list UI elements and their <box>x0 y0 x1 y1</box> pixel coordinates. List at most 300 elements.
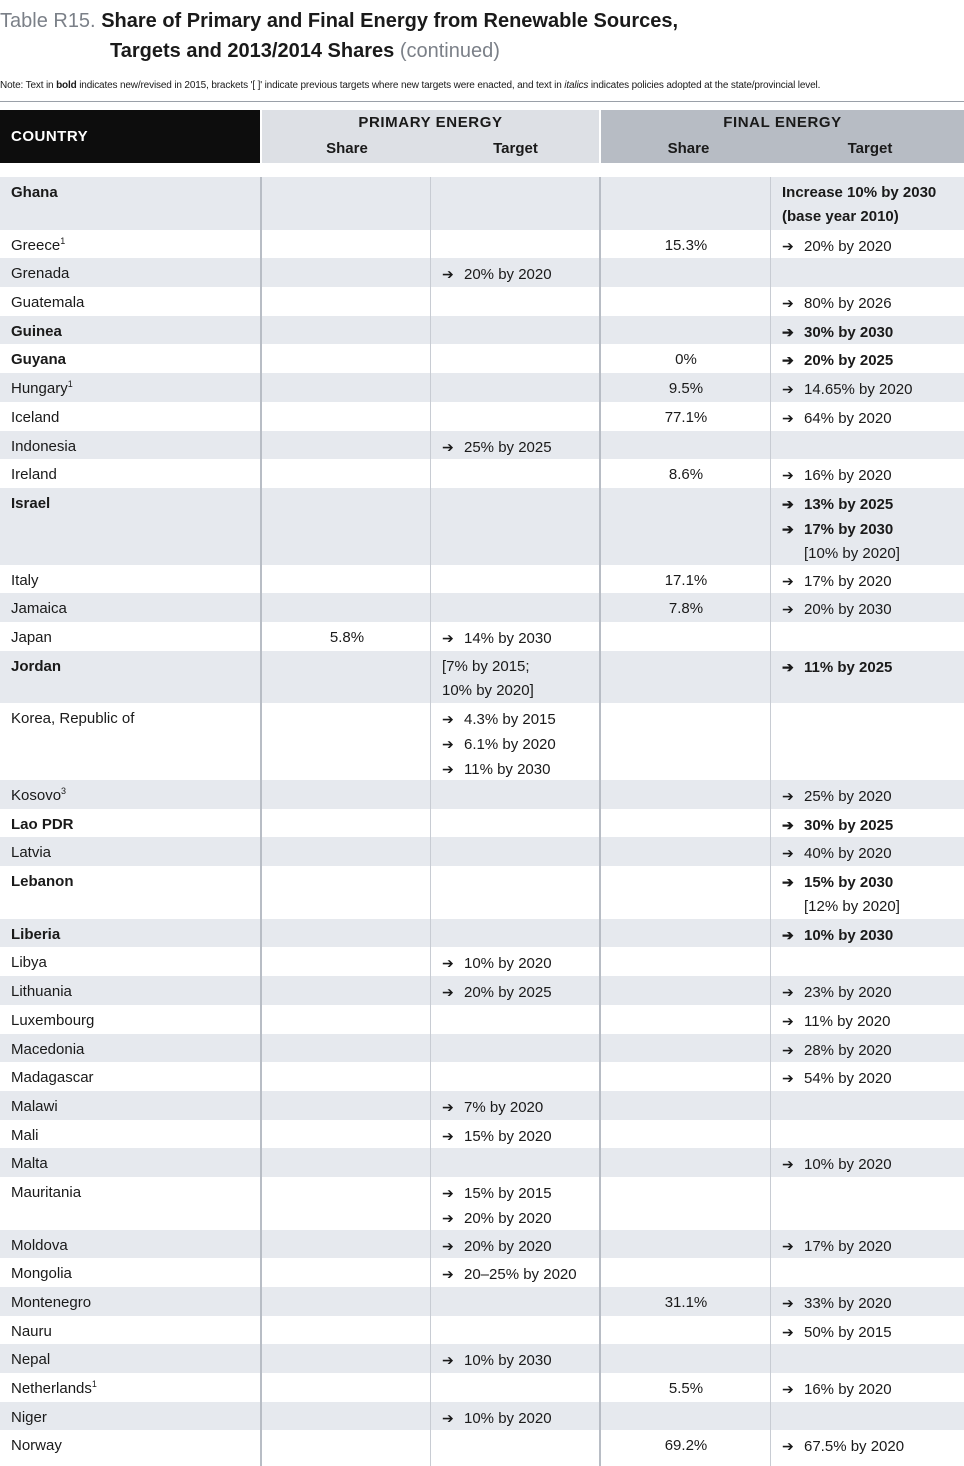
final-target-line-text: 54% by 2020 <box>804 1070 892 1088</box>
table-row <box>0 431 964 460</box>
primary-target-line <box>442 679 534 703</box>
primary-target-cell <box>442 262 552 287</box>
final-share-cell: 7.8% <box>668 600 704 618</box>
country-name: Niger <box>11 1408 47 1426</box>
arrow-icon: ➔ <box>782 788 794 804</box>
final-target-line-text: 28% by 2020 <box>804 1041 892 1059</box>
final-target-line <box>782 980 892 1005</box>
country-name: Israel <box>11 494 51 512</box>
arrow-icon: ➔ <box>782 1381 794 1398</box>
table-row <box>0 1062 964 1091</box>
country-cell <box>11 1348 50 1372</box>
primary-target-line-text: 20% by 2020 <box>464 1209 552 1227</box>
primary-target-line <box>442 1095 543 1120</box>
primary-target-line-text: 6.1% by 2020 <box>464 736 556 754</box>
note-part-3: indicates policies adopted at the state/provincial level. <box>588 80 821 91</box>
country-cell <box>11 1152 48 1176</box>
country-cell <box>11 492 50 516</box>
country-cell <box>11 1291 91 1315</box>
final-target-cell <box>782 784 892 809</box>
final-target-line <box>782 1377 892 1402</box>
country-cell <box>11 377 73 401</box>
primary-target-line-text: 15% by 2020 <box>464 1127 552 1145</box>
final-target-line <box>782 234 892 259</box>
final-share-cell: 77.1% <box>664 408 708 426</box>
final-target-line <box>782 1066 892 1091</box>
final-target-line <box>782 597 892 622</box>
country-cell <box>11 707 134 731</box>
primary-target-line-text: 15% by 2015 <box>464 1184 552 1202</box>
final-target-line <box>782 517 900 542</box>
arrow-icon: ➔ <box>442 761 454 778</box>
table-row <box>0 1148 964 1177</box>
final-target-line <box>782 320 893 345</box>
final-target-line <box>782 1152 892 1177</box>
country-cell <box>11 406 59 430</box>
country-cell <box>11 1038 84 1062</box>
arrow-icon: ➔ <box>442 955 454 972</box>
arrow-icon: ➔ <box>782 601 794 618</box>
arrow-icon: ➔ <box>782 572 794 589</box>
country-name: Indonesia <box>11 437 77 455</box>
country-name: Ghana <box>11 184 58 201</box>
table-note <box>0 78 964 94</box>
country-name: Mongolia <box>11 1265 72 1283</box>
primary-target-cell <box>442 707 556 782</box>
final-target-cell <box>782 181 936 229</box>
final-target-cell <box>782 1377 892 1402</box>
final-target-cell <box>782 492 900 566</box>
country-cell <box>11 1066 94 1090</box>
primary-target-line-text: 10% by 2020 <box>464 955 552 973</box>
country-name: Lao PDR <box>11 815 74 833</box>
final-share-cell: 8.6% <box>668 466 704 484</box>
primary-target-line <box>442 1348 552 1373</box>
final-target-line <box>782 492 900 517</box>
final-target-line-text: 23% by 2020 <box>804 984 892 1002</box>
country-name: Liberia <box>11 925 61 943</box>
arrow-icon: ➔ <box>782 495 794 512</box>
country-cell <box>11 980 72 1004</box>
final-share-cell: 69.2% <box>664 1437 708 1455</box>
final-target-line <box>782 348 893 373</box>
title-text-1: Share of Primary and Final Energy from Renewable Sources, <box>101 10 679 32</box>
country-name: Norway <box>11 1437 62 1455</box>
final-target-line <box>782 1038 892 1063</box>
final-target-cell <box>782 1038 892 1063</box>
country-name: Iceland <box>11 408 60 426</box>
table-row <box>0 1402 964 1431</box>
country-name: Montenegro <box>11 1294 92 1311</box>
final-target-line-text: 33% by 2020 <box>804 1295 892 1312</box>
primary-target-line <box>442 1406 552 1431</box>
country-cell <box>11 1377 97 1401</box>
arrow-icon: ➔ <box>442 984 454 1001</box>
table-row <box>0 1287 964 1316</box>
primary-share-cell: 5.8% <box>329 628 365 646</box>
final-share-cell: 15.3% <box>664 236 708 254</box>
arrow-icon: ➔ <box>782 409 794 426</box>
primary-target-cell <box>442 1406 552 1431</box>
table-row <box>0 1177 964 1230</box>
final-target-cell <box>782 1009 890 1034</box>
country-name: Japan <box>11 628 52 646</box>
arrow-icon: ➔ <box>782 1438 794 1455</box>
arrow-icon: ➔ <box>782 1295 794 1311</box>
final-target-line-text: 11% by 2025 <box>804 658 893 676</box>
country-cell <box>11 841 51 865</box>
country-cell <box>11 291 84 315</box>
country-name: Luxembourg <box>11 1011 95 1029</box>
primary-target-line <box>442 951 552 976</box>
table-row <box>0 459 964 488</box>
country-cell <box>11 597 67 621</box>
final-target-line-text: 20% by 2030 <box>804 601 892 619</box>
final-share-cell: 31.1% <box>664 1294 708 1311</box>
final-share-cell: 0% <box>675 351 697 369</box>
arrow-icon: ➔ <box>782 352 794 369</box>
primary-target-line-text: 11% by 2030 <box>464 761 551 779</box>
table-row <box>0 1230 964 1259</box>
arrow-icon: ➔ <box>782 1156 794 1173</box>
header-primary-share: Share <box>326 140 368 157</box>
primary-target-line-text: 20% by 2025 <box>464 984 552 1002</box>
country-name: Malawi <box>11 1097 58 1115</box>
country-cell <box>11 1124 39 1148</box>
arrow-icon: ➔ <box>782 1070 794 1087</box>
country-name: Jordan <box>11 657 62 675</box>
country-name: Macedonia <box>11 1040 85 1058</box>
column-divider <box>599 177 601 1466</box>
title-line-1 <box>0 6 964 36</box>
final-target-cell <box>782 655 892 680</box>
arrow-icon: ➔ <box>782 984 794 1001</box>
table-row <box>0 344 964 373</box>
table-row <box>0 809 964 838</box>
final-target-line-text: 15% by 2030 <box>804 874 894 892</box>
final-target-line-text: 11% by 2020 <box>804 1012 891 1030</box>
primary-target-line <box>442 1262 577 1287</box>
country-cell <box>11 626 52 650</box>
arrow-icon: ➔ <box>442 1184 454 1201</box>
primary-target-line <box>442 626 552 651</box>
footnote-marker: 1 <box>67 379 73 390</box>
final-target-line-text: (base year 2010) <box>782 208 899 225</box>
header-final-share: Share <box>667 140 710 157</box>
table-row <box>0 837 964 866</box>
final-target-line-text: 67.5% by 2020 <box>804 1438 905 1456</box>
final-target-line-text: 17% by 2020 <box>804 1237 892 1255</box>
final-target-line-text: 13% by 2025 <box>804 495 894 513</box>
title-continued: (continued) <box>399 40 500 62</box>
final-target-line <box>782 1234 892 1259</box>
primary-target-cell <box>442 1124 552 1149</box>
arrow-icon: ➔ <box>442 438 454 455</box>
final-target-line <box>782 784 892 809</box>
table-body <box>0 177 964 1459</box>
table-row <box>0 1373 964 1402</box>
primary-target-line <box>442 1181 552 1206</box>
final-target-cell <box>782 1234 892 1259</box>
country-cell <box>11 1320 52 1344</box>
country-cell <box>11 923 60 947</box>
arrow-icon: ➔ <box>782 1012 794 1029</box>
table-row <box>0 1091 964 1120</box>
table-row <box>0 1344 964 1373</box>
arrow-icon: ➔ <box>782 816 794 833</box>
country-name: Guyana <box>11 351 67 369</box>
primary-target-cell <box>442 1348 552 1373</box>
primary-target-line-text: 14% by 2030 <box>464 629 552 647</box>
footnote-marker: 3 <box>61 786 67 796</box>
primary-target-line-text: 10% by 2020] <box>442 681 534 699</box>
primary-target-line <box>442 1124 552 1149</box>
primary-target-cell <box>442 1095 543 1120</box>
country-cell <box>11 813 74 837</box>
final-target-cell <box>782 1291 892 1316</box>
country-name: Moldova <box>11 1236 68 1254</box>
arrow-icon: ➔ <box>442 1266 454 1283</box>
country-cell <box>11 1262 72 1286</box>
final-target-line-text: [12% by 2020] <box>804 898 900 916</box>
country-name: Libya <box>11 954 47 972</box>
final-target-line <box>782 291 892 316</box>
country-name: Italy <box>11 571 39 589</box>
arrow-icon: ➔ <box>442 1409 454 1426</box>
final-target-cell <box>782 320 893 345</box>
table-row <box>0 1120 964 1149</box>
primary-target-cell <box>442 1234 552 1259</box>
table-row <box>0 488 964 565</box>
arrow-icon: ➔ <box>782 1041 794 1058</box>
final-target-line-text: 14.65% by 2020 <box>804 381 913 399</box>
final-target-line-text: 25% by 2020 <box>804 788 892 805</box>
arrow-icon: ➔ <box>442 1209 454 1226</box>
final-target-cell <box>782 569 892 594</box>
country-cell <box>11 1181 81 1205</box>
final-target-line-text: 40% by 2020 <box>804 845 892 863</box>
table-id: Table R15. <box>0 10 96 32</box>
country-cell <box>11 181 58 205</box>
table-row <box>0 947 964 976</box>
final-target-line <box>782 813 893 838</box>
final-target-line-text: 16% by 2020 <box>804 467 892 485</box>
primary-target-cell <box>442 980 552 1005</box>
final-target-line <box>782 1434 904 1459</box>
country-name: Nauru <box>11 1322 52 1340</box>
country-cell <box>11 1406 47 1430</box>
country-cell <box>11 320 62 344</box>
final-target-cell <box>782 463 892 488</box>
primary-target-line-text: 20–25% by 2020 <box>464 1266 577 1284</box>
country-name: Madagascar <box>11 1069 94 1087</box>
table-row <box>0 651 964 704</box>
primary-target-cell <box>442 1181 552 1231</box>
table-row <box>0 703 964 780</box>
note-bold-word: bold <box>56 80 77 91</box>
country-name: Jamaica <box>11 600 67 618</box>
table-row <box>0 780 964 809</box>
country-name: Latvia <box>11 844 52 862</box>
primary-target-line <box>442 980 552 1005</box>
primary-target-line-text: [7% by 2015; <box>442 657 530 675</box>
arrow-icon: ➔ <box>442 1127 454 1144</box>
footnote-marker: 1 <box>91 1379 97 1390</box>
table-row <box>0 287 964 316</box>
table-row <box>0 373 964 402</box>
primary-target-line-text: 20% by 2020 <box>464 1237 552 1255</box>
primary-target-cell <box>442 1262 577 1287</box>
country-name: Guatemala <box>11 294 85 312</box>
country-name: Greece <box>11 236 61 254</box>
final-target-cell <box>782 234 892 259</box>
country-cell <box>11 1234 68 1258</box>
arrow-icon: ➔ <box>442 629 454 646</box>
header-primary-energy <box>262 110 599 163</box>
arrow-icon: ➔ <box>442 266 454 283</box>
country-name: Lebanon <box>11 873 74 891</box>
country-name: Lithuania <box>11 983 72 1001</box>
final-target-line <box>782 1320 892 1345</box>
country-name: Netherlands <box>11 1380 92 1398</box>
country-name: Guinea <box>11 322 62 340</box>
table-row <box>0 976 964 1005</box>
final-target-cell <box>782 597 892 622</box>
country-name: Ireland <box>11 466 57 484</box>
primary-target-line-text: 10% by 2030 <box>464 1352 552 1370</box>
primary-target-line <box>442 732 556 757</box>
final-target-cell <box>782 923 893 948</box>
final-target-line-text: 64% by 2020 <box>804 409 892 427</box>
final-target-cell <box>782 841 892 866</box>
title-divider <box>0 101 964 102</box>
country-cell <box>11 234 65 258</box>
table-row <box>0 316 964 345</box>
column-divider <box>770 177 771 1466</box>
table-row <box>0 565 964 594</box>
country-name: Grenada <box>11 265 70 283</box>
country-cell <box>11 435 76 459</box>
final-target-line-text: 17% by 2020 <box>804 572 892 590</box>
arrow-icon: ➔ <box>442 1237 454 1254</box>
final-target-line <box>782 870 900 895</box>
final-target-line <box>782 841 892 866</box>
country-cell <box>11 569 39 593</box>
final-target-line-text: [10% by 2020] <box>804 544 900 562</box>
primary-target-line-text: 10% by 2020 <box>464 1409 552 1427</box>
title-text-2: Targets and 2013/2014 Shares <box>110 40 395 62</box>
primary-target-line <box>442 435 552 460</box>
arrow-icon: ➔ <box>782 926 794 943</box>
final-target-line <box>782 406 892 431</box>
arrow-icon: ➔ <box>782 1237 794 1254</box>
column-divider <box>260 177 262 1466</box>
final-target-cell <box>782 1320 892 1345</box>
header-country: COUNTRY <box>0 110 260 163</box>
final-target-line-text: 80% by 2026 <box>804 295 892 313</box>
final-target-line <box>782 181 936 205</box>
primary-target-line <box>442 1206 552 1231</box>
final-target-line <box>782 569 892 594</box>
final-target-line-text: 30% by 2025 <box>804 816 894 834</box>
primary-target-line-text: 20% by 2020 <box>464 266 552 284</box>
country-cell <box>11 1434 62 1458</box>
table-row <box>0 1005 964 1034</box>
arrow-icon: ➔ <box>782 658 794 675</box>
table-row <box>0 1034 964 1063</box>
primary-target-cell <box>442 951 552 976</box>
primary-target-cell <box>442 655 534 703</box>
final-target-line <box>782 923 893 948</box>
note-part-1: Note: Text in <box>0 80 57 91</box>
table-row <box>0 593 964 622</box>
final-target-cell <box>782 1152 892 1177</box>
final-share-cell: 9.5% <box>668 380 704 398</box>
final-target-cell <box>782 980 892 1005</box>
country-cell <box>11 951 47 975</box>
final-target-cell <box>782 348 893 373</box>
primary-target-line <box>442 655 534 679</box>
final-target-line <box>782 377 912 402</box>
final-target-cell <box>782 406 892 431</box>
arrow-icon: ➔ <box>782 381 794 398</box>
final-target-line-text: 50% by 2015 <box>804 1323 892 1341</box>
arrow-icon: ➔ <box>782 237 794 254</box>
country-name: Mauritania <box>11 1183 82 1201</box>
final-target-line <box>782 895 900 919</box>
country-cell <box>11 655 61 679</box>
final-share-cell: 5.5% <box>668 1380 704 1398</box>
table-row <box>0 866 964 919</box>
arrow-icon: ➔ <box>782 845 794 862</box>
table-row <box>0 1430 964 1459</box>
header-primary-target: Target <box>493 140 538 157</box>
arrow-icon: ➔ <box>782 520 794 537</box>
final-target-cell <box>782 1434 904 1459</box>
header-final-energy <box>601 110 964 163</box>
country-name: Malta <box>11 1155 48 1173</box>
primary-target-cell <box>442 626 552 651</box>
header-final-target: Target <box>847 140 893 157</box>
header-primary-label: PRIMARY ENERGY <box>358 114 503 131</box>
primary-target-line <box>442 1234 552 1259</box>
final-target-cell <box>782 291 892 316</box>
country-name: Mali <box>11 1126 39 1144</box>
final-target-line-text: Increase 10% by 2030 <box>782 184 937 201</box>
footnote-marker: 1 <box>60 235 66 246</box>
country-cell <box>11 1095 58 1119</box>
arrow-icon: ➔ <box>782 874 794 891</box>
final-target-line-text: 30% by 2030 <box>804 323 894 341</box>
country-name: Hungary <box>11 380 68 398</box>
final-target-line <box>782 655 892 680</box>
final-target-line <box>782 1009 890 1034</box>
note-part-2: indicates new/revised in 2015, brackets '[ ]' indicate previous targets where new targets were enacted, and text in <box>76 80 565 91</box>
country-cell <box>11 870 74 894</box>
country-cell <box>11 1009 94 1033</box>
primary-target-line-text: 4.3% by 2015 <box>464 711 556 729</box>
final-target-line <box>782 542 900 566</box>
column-divider <box>430 177 431 1466</box>
final-target-line <box>782 1291 892 1316</box>
note-italics-word: italics <box>564 80 589 91</box>
table-row <box>0 1258 964 1287</box>
final-target-line-text: 20% by 2025 <box>804 352 894 370</box>
title-line-2 <box>0 36 964 66</box>
arrow-icon: ➔ <box>782 323 794 340</box>
final-target-line-text: 10% by 2020 <box>804 1156 892 1174</box>
final-target-line <box>782 205 936 229</box>
